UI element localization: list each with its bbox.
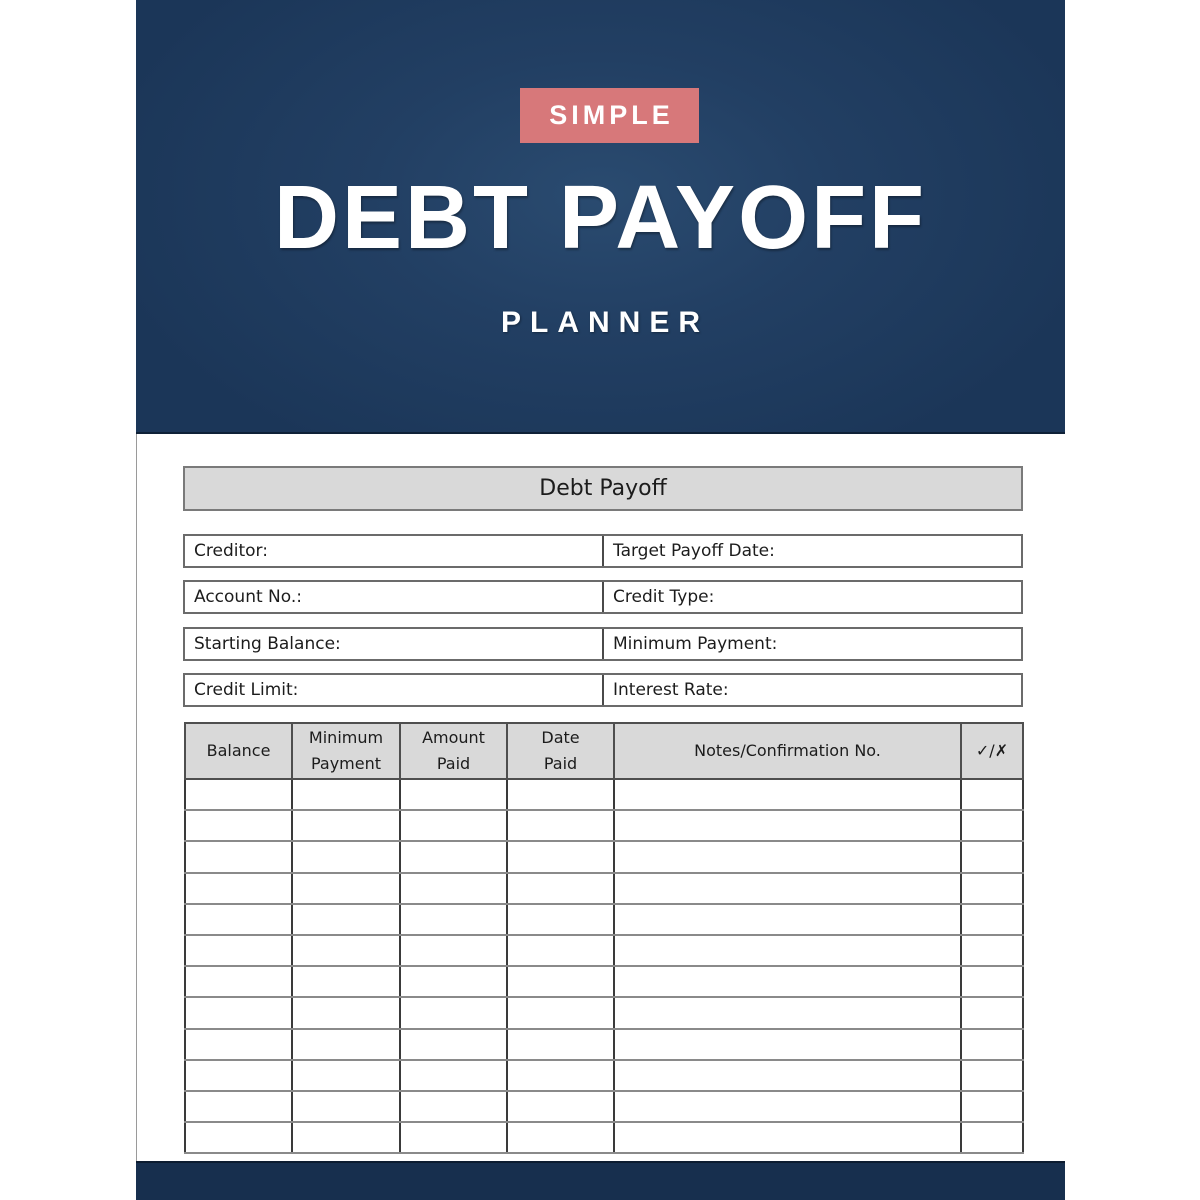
check-cell[interactable] — [961, 779, 1023, 810]
table-row — [185, 997, 1023, 1028]
date-paid-cell[interactable] — [507, 810, 614, 841]
minimum-payment-cell[interactable] — [292, 1122, 400, 1153]
table-row — [185, 810, 1023, 841]
amount-paid-cell[interactable] — [400, 966, 507, 997]
check-cell[interactable] — [961, 1091, 1023, 1122]
balance-cell[interactable] — [185, 873, 292, 904]
table-row — [185, 1122, 1023, 1153]
table-row — [185, 1091, 1023, 1122]
info-row-balance — [183, 627, 1023, 661]
table-row — [185, 904, 1023, 935]
starting-balance-label: Starting Balance: — [194, 634, 341, 654]
check-cell[interactable] — [961, 935, 1023, 966]
notes-cell[interactable] — [614, 810, 961, 841]
date-paid-cell[interactable] — [507, 1029, 614, 1060]
starting-balance-field[interactable] — [185, 629, 604, 659]
balance-cell[interactable] — [185, 1122, 292, 1153]
interest-rate-label: Interest Rate: — [613, 680, 729, 700]
creditor-field[interactable] — [185, 536, 604, 566]
minimum-payment-cell[interactable] — [292, 1091, 400, 1122]
payment-log-table — [184, 722, 1024, 1154]
notes-cell[interactable] — [614, 1029, 961, 1060]
minimum-payment-cell[interactable] — [292, 841, 400, 872]
notes-cell[interactable] — [614, 1091, 961, 1122]
column-header-notes: Notes/Confirmation No. — [614, 723, 961, 779]
table-row — [185, 779, 1023, 810]
amount-paid-cell[interactable] — [400, 873, 507, 904]
notes-cell[interactable] — [614, 873, 961, 904]
table-row — [185, 873, 1023, 904]
minimum-payment-cell[interactable] — [292, 935, 400, 966]
amount-paid-cell[interactable] — [400, 810, 507, 841]
cover-title: DEBT PAYOFF — [273, 168, 928, 268]
amount-paid-cell[interactable] — [400, 904, 507, 935]
sheet-title: Debt Payoff — [183, 466, 1023, 511]
date-paid-cell[interactable] — [507, 779, 614, 810]
info-row-credit-limit — [183, 673, 1023, 707]
table-row — [185, 1029, 1023, 1060]
cover-subtitle: PLANNER — [500, 306, 709, 339]
date-paid-cell[interactable] — [507, 935, 614, 966]
amount-paid-cell[interactable] — [400, 1122, 507, 1153]
minimum-payment-cell[interactable] — [292, 1029, 400, 1060]
minimum-payment-cell[interactable] — [292, 997, 400, 1028]
amount-paid-cell[interactable] — [400, 841, 507, 872]
balance-cell[interactable] — [185, 1091, 292, 1122]
minimum-payment-cell[interactable] — [292, 873, 400, 904]
minimum-payment-label: Minimum Payment: — [613, 634, 778, 654]
table-row — [185, 841, 1023, 872]
column-header-balance: Balance — [185, 723, 292, 779]
date-paid-cell[interactable] — [507, 873, 614, 904]
check-cell[interactable] — [961, 904, 1023, 935]
balance-cell[interactable] — [185, 779, 292, 810]
date-paid-cell[interactable] — [507, 966, 614, 997]
minimum-payment-cell[interactable] — [292, 810, 400, 841]
account-no-field[interactable] — [185, 582, 604, 612]
minimum-payment-cell[interactable] — [292, 904, 400, 935]
check-cell[interactable] — [961, 841, 1023, 872]
balance-cell[interactable] — [185, 810, 292, 841]
balance-cell[interactable] — [185, 935, 292, 966]
check-cell[interactable] — [961, 1122, 1023, 1153]
amount-paid-cell[interactable] — [400, 935, 507, 966]
notes-cell[interactable] — [614, 997, 961, 1028]
check-cell[interactable] — [961, 997, 1023, 1028]
notes-cell[interactable] — [614, 966, 961, 997]
check-cell[interactable] — [961, 1060, 1023, 1091]
simple-badge: SIMPLE — [520, 88, 699, 143]
info-row-creditor — [183, 534, 1023, 568]
creditor-label: Creditor: — [194, 541, 268, 561]
check-cell[interactable] — [961, 1029, 1023, 1060]
date-paid-cell[interactable] — [507, 841, 614, 872]
date-paid-cell[interactable] — [507, 904, 614, 935]
amount-paid-cell[interactable] — [400, 1060, 507, 1091]
notes-cell[interactable] — [614, 841, 961, 872]
balance-cell[interactable] — [185, 841, 292, 872]
notes-cell[interactable] — [614, 779, 961, 810]
column-header-minimum-payment: Minimum Payment — [292, 723, 400, 779]
account-no-label: Account No.: — [194, 587, 302, 607]
interest-rate-field[interactable] — [604, 675, 1021, 705]
amount-paid-cell[interactable] — [400, 779, 507, 810]
notes-cell[interactable] — [614, 1122, 961, 1153]
minimum-payment-cell[interactable] — [292, 966, 400, 997]
check-cross-icon: ✓/✗ — [975, 741, 1009, 760]
date-paid-cell[interactable] — [507, 997, 614, 1028]
target-payoff-date-label: Target Payoff Date: — [613, 541, 775, 561]
date-paid-cell[interactable] — [507, 1060, 614, 1091]
date-paid-cell[interactable] — [507, 1122, 614, 1153]
balance-cell[interactable] — [185, 997, 292, 1028]
notes-cell[interactable] — [614, 904, 961, 935]
column-header-check-icon — [961, 723, 1023, 779]
amount-paid-cell[interactable] — [400, 1029, 507, 1060]
check-cell[interactable] — [961, 873, 1023, 904]
amount-paid-cell[interactable] — [400, 997, 507, 1028]
table-row — [185, 935, 1023, 966]
column-header-amount-paid: Amount Paid — [400, 723, 507, 779]
date-paid-cell[interactable] — [507, 1091, 614, 1122]
minimum-payment-cell[interactable] — [292, 1060, 400, 1091]
minimum-payment-field[interactable] — [604, 629, 1021, 659]
balance-cell[interactable] — [185, 966, 292, 997]
credit-type-field[interactable] — [604, 582, 1021, 612]
balance-cell[interactable] — [185, 1029, 292, 1060]
balance-cell[interactable] — [185, 1060, 292, 1091]
credit-limit-label: Credit Limit: — [194, 680, 299, 700]
table-body — [185, 779, 1023, 1153]
footer-bar — [136, 1161, 1065, 1200]
check-cell[interactable] — [961, 966, 1023, 997]
info-row-account — [183, 580, 1023, 614]
notes-cell[interactable] — [614, 935, 961, 966]
notes-cell[interactable] — [614, 1060, 961, 1091]
table-header-row — [185, 723, 1023, 779]
column-header-date-paid: Date Paid — [507, 723, 614, 779]
table-row — [185, 1060, 1023, 1091]
credit-limit-field[interactable] — [185, 675, 604, 705]
table-row — [185, 966, 1023, 997]
target-payoff-date-field[interactable] — [604, 536, 1021, 566]
check-cell[interactable] — [961, 810, 1023, 841]
amount-paid-cell[interactable] — [400, 1091, 507, 1122]
balance-cell[interactable] — [185, 904, 292, 935]
minimum-payment-cell[interactable] — [292, 779, 400, 810]
credit-type-label: Credit Type: — [613, 587, 715, 607]
